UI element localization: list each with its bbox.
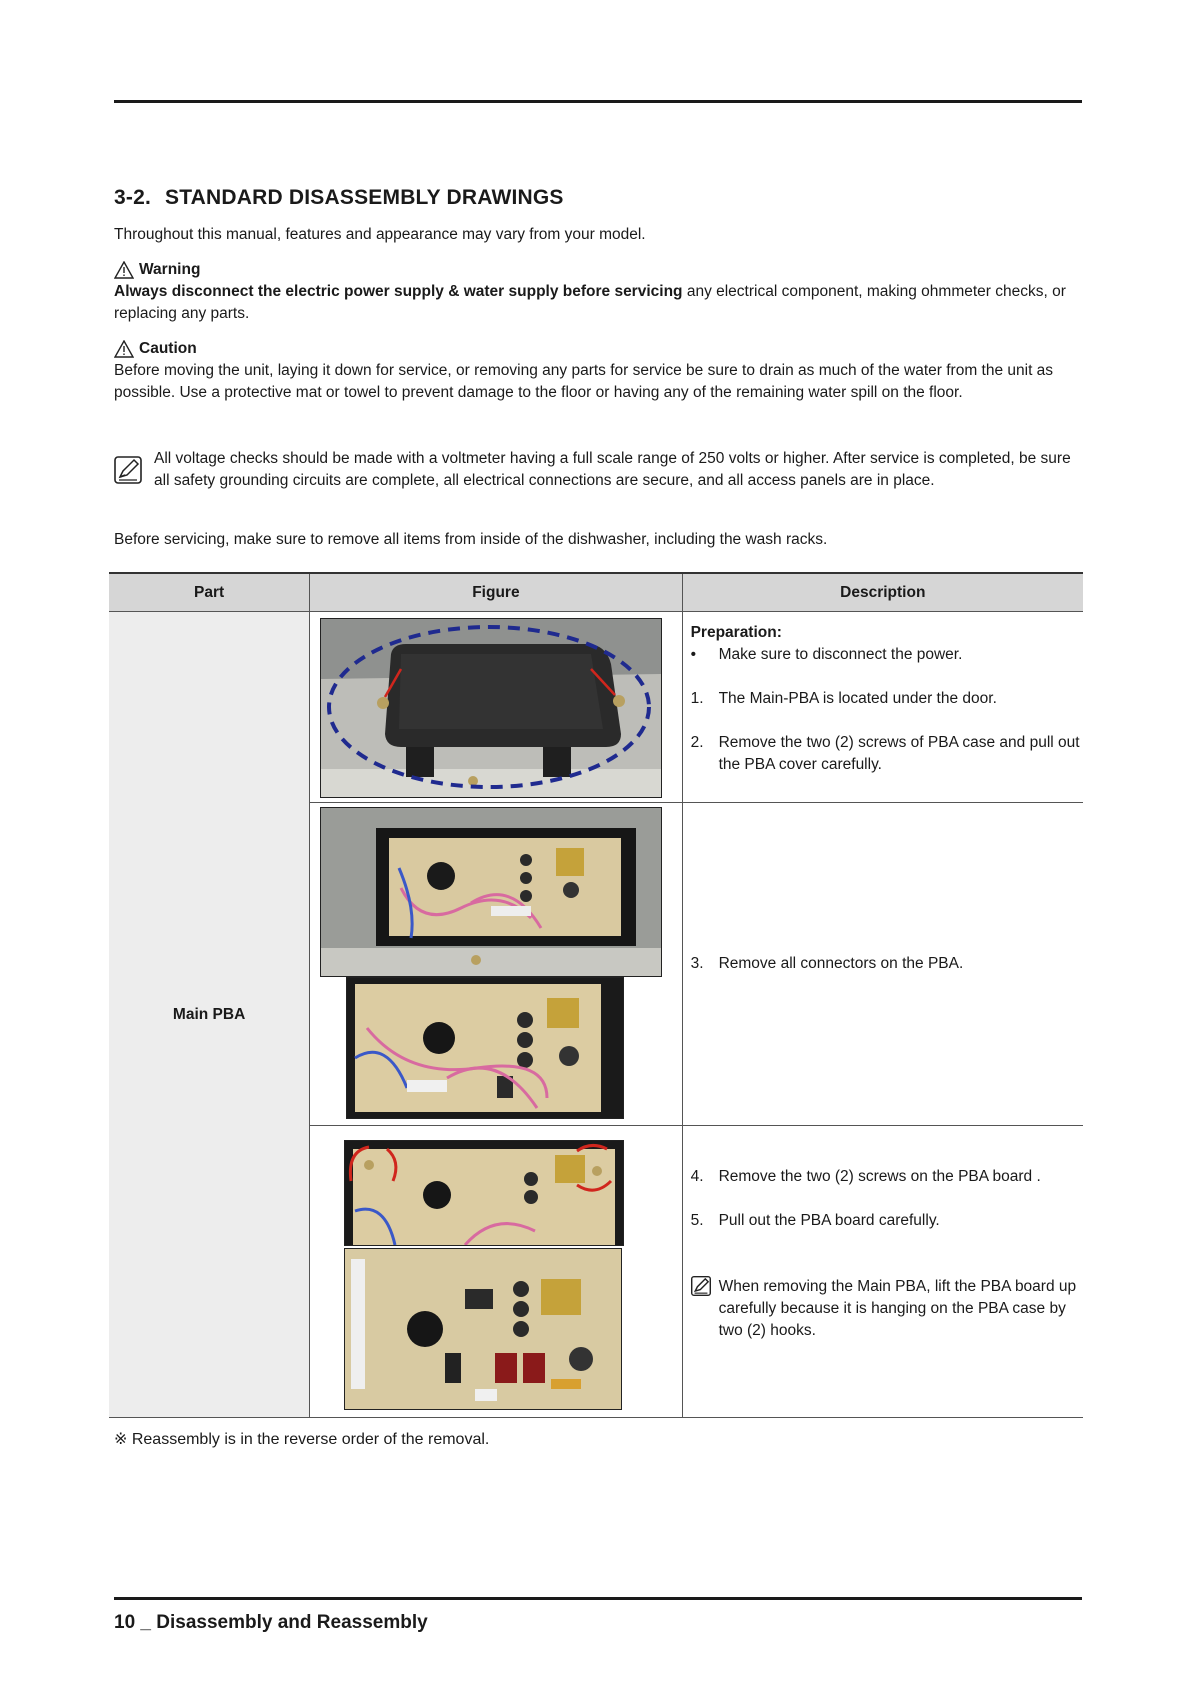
step-3 <box>691 953 1083 975</box>
step-text: The Main-PBA is located under the door. <box>718 690 997 707</box>
caution-heading <box>114 338 197 360</box>
step-4 <box>691 1166 1083 1188</box>
note-icon <box>691 1276 711 1296</box>
reassembly-note: ※ Reassembly is in the reverse order of the removal. <box>114 1431 490 1448</box>
warning-rest-text: any electrical component, making ohmmeter checks, or replacing any parts. <box>114 283 1066 322</box>
step-5 <box>691 1210 1083 1232</box>
page-footer: 10 _ Disassembly and Reassembly <box>114 1612 428 1633</box>
bottom-rule <box>114 1597 1082 1600</box>
step-2 <box>691 732 1083 776</box>
voltage-note-text: All voltage checks should be made with a voltmeter having a full scale range of 250 volts or higher. After service is completed, be sure all safety grounding circuits are complete, all electrical connections are secure, and all access panels are in place. <box>154 450 1071 489</box>
before-servicing-text: Before servicing, make sure to remove all items from inside of the dishwasher, including the wash racks. <box>114 531 828 548</box>
caution-heading-text: Caution <box>139 340 197 357</box>
caution-icon <box>114 340 134 358</box>
warning-icon <box>114 261 134 279</box>
description-prep <box>682 612 1083 803</box>
step-number: 3. <box>690 955 704 972</box>
figure-pba-board <box>310 1126 682 1418</box>
section-title-text: STANDARD DISASSEMBLY DRAWINGS <box>165 186 564 209</box>
section-title <box>114 186 564 210</box>
bullet-mark: • <box>690 646 697 663</box>
table-header-row <box>109 573 1083 612</box>
step-number: 1. <box>690 690 704 707</box>
warning-bold-text: Always disconnect the electric power supply & water supply before servicing <box>114 283 683 300</box>
step-number: 2. <box>690 734 704 751</box>
pba-screws-photo <box>344 1140 624 1246</box>
step-text: Remove all connectors on the PBA. <box>718 955 964 972</box>
warning-heading <box>114 259 200 281</box>
warning-body <box>114 281 1084 325</box>
bullet-text: Make sure to disconnect the power. <box>718 646 963 663</box>
pba-case-photo <box>320 618 662 798</box>
section-number: 3-2. <box>114 186 151 209</box>
header-part: Part <box>109 573 310 612</box>
figure-pba-case <box>310 612 682 803</box>
pba-hook-note <box>691 1276 1083 1342</box>
preparation-label: Preparation: <box>690 624 782 641</box>
pba-board-photo <box>344 1248 622 1410</box>
step-number: 4. <box>690 1168 704 1185</box>
step-text: Remove the two (2) screws on the PBA board . <box>718 1168 1041 1185</box>
step-text: Pull out the PBA board carefully. <box>718 1212 940 1229</box>
pba-connectors-closeup-photo <box>346 977 624 1119</box>
part-name: Main PBA <box>109 612 310 1418</box>
intro-text: Throughout this manual, features and appearance may vary from your model. <box>114 226 646 243</box>
step-number: 5. <box>690 1212 704 1229</box>
header-figure: Figure <box>310 573 682 612</box>
step-text: Remove the two (2) screws of PBA case and pull out the PBA cover carefully. <box>718 734 1080 773</box>
prep-bullet <box>691 644 1083 666</box>
header-description: Description <box>682 573 1083 612</box>
disassembly-table <box>109 572 1083 1418</box>
caution-body: Before moving the unit, laying it down for service, or removing any parts for service be sure to drain as much of the water from the unit as possible. Use a protective mat or towel to prevent damage to the floor or having any of the remaining water spill on the floor. <box>114 362 1054 401</box>
description-board <box>682 1126 1083 1418</box>
pba-hook-note-text: When removing the Main PBA, lift the PBA board up carefully because it is hanging on the PBA case by two (2) hooks. <box>718 1278 1077 1339</box>
step-1 <box>691 688 1083 710</box>
pba-open-case-photo <box>320 807 662 977</box>
note-icon <box>114 456 142 484</box>
warning-heading-text: Warning <box>139 261 201 278</box>
table-row <box>109 612 1083 803</box>
figure-connectors <box>310 803 682 1126</box>
top-rule <box>114 100 1082 103</box>
description-connectors <box>682 803 1083 1126</box>
